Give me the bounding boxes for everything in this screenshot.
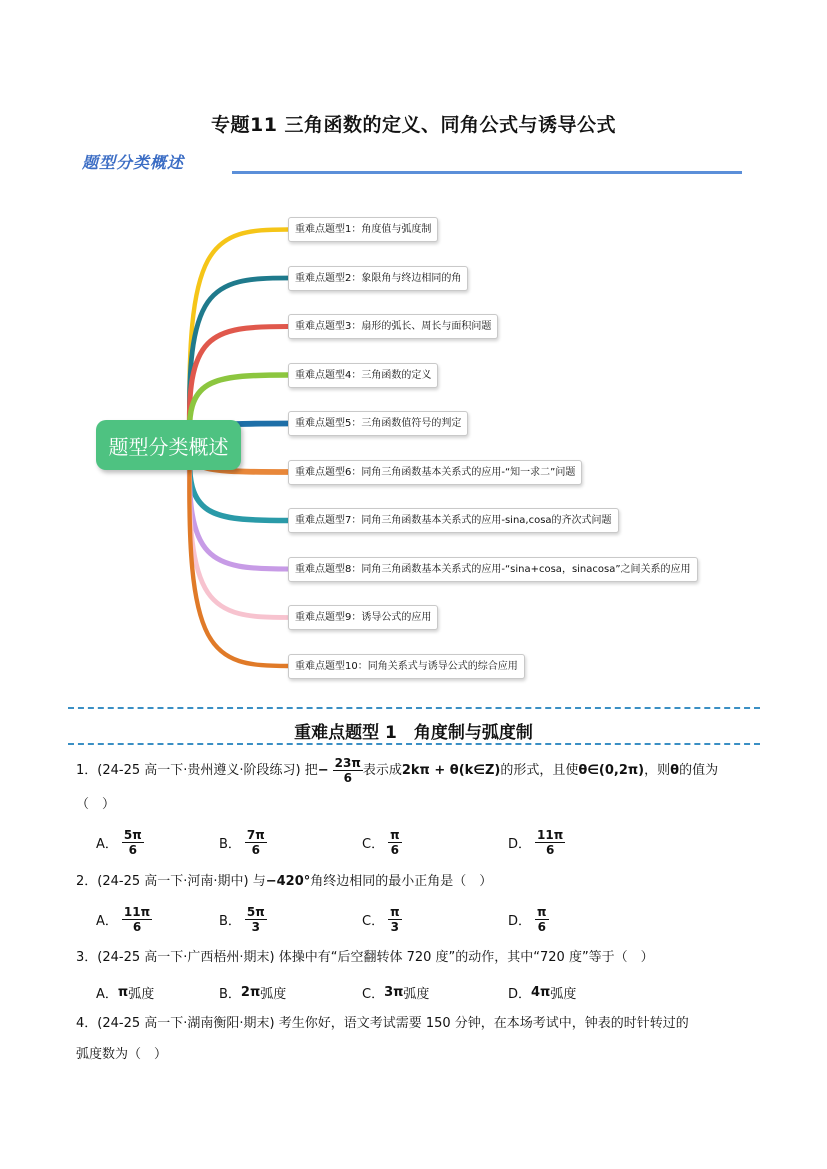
option-letter: C． [362,914,385,929]
mindmap-branch-8: 重难点题型8：同角三角函数基本关系式的应用-“sina+cosa，sinacosa”之间关系的应用 [288,557,698,582]
option-fraction [388,828,402,857]
option-letter: C． [362,987,385,1002]
question-1-expression: 2kπ + θ(k∈Z) [401,762,501,778]
fraction-numerator: 5π [246,905,265,919]
fraction-denominator: 6 [128,843,137,857]
question-1-option-b[interactable] [219,828,267,857]
question-2-prefix: 2．(24-25 高一下·河南·期中) 与 [76,874,266,889]
mindmap-branch-4: 重难点题型4：三角函数的定义 [288,363,438,388]
question-1-theta: θ [670,762,680,778]
option-letter: A． [96,987,118,1002]
option-fraction [122,905,152,934]
question-3-option-d[interactable] [508,983,576,1002]
option-unit: 弧度 [260,987,287,1002]
mindmap-branch-7: 重难点题型7：同角三角函数基本关系式的应用-sina,cosa的齐次式问题 [288,508,619,533]
option-letter: B． [219,837,241,852]
question-3-option-b[interactable] [219,983,286,1002]
question-3-option-c[interactable] [362,983,429,1002]
mindmap-branch-2: 重难点题型2：象限角与终边相同的角 [288,266,468,291]
question-1-text-mid: 表示成 [362,762,402,778]
question-1-option-a[interactable] [96,828,144,857]
question-1-paren: （ ） [76,797,116,812]
question-2-option-d[interactable] [508,905,549,934]
fraction-numerator: 11π [123,905,151,919]
fraction-numerator: π [537,905,547,919]
fraction-denominator: 3 [251,920,261,934]
option-letter: D． [508,987,532,1002]
option-value: 3π [384,985,404,1000]
option-unit: 弧度 [403,987,430,1002]
option-letter: D． [508,914,532,929]
question-4-line-1: 4．(24-25 高一下·湖南衡阳·期末) 考生你好，语文考试需要 150 分钟，在本场考试中，钟表的时针转过的 [76,1016,689,1031]
option-fraction [245,905,267,934]
question-1-suffix: 的值为 [679,762,719,778]
question-2-option-a[interactable] [96,905,152,934]
question-3-option-a[interactable] [96,983,154,1002]
question-2 [76,869,492,895]
question-1-condition: θ∈(0,2π) [578,762,645,778]
question-1-text-mid2: 的形式，且使 [500,762,579,778]
question-1-option-d[interactable] [508,828,565,857]
option-fraction [388,905,402,934]
section-title: 重难点题型 1 角度制与弧度制 [294,723,533,743]
question-1-neg-sign: − [317,762,329,778]
fraction-denominator: 6 [132,920,142,934]
question-1-prefix: 1．(24-25 高一下·贵州遵义·阶段练习) 把 [76,762,318,778]
option-letter: C． [362,837,385,852]
question-4-line-2: 弧度数为（ ） [76,1047,168,1062]
fraction-numerator: π [390,828,400,842]
option-unit: 弧度 [550,987,577,1002]
page-title: 专题11 三角函数的定义、同角公式与诱导公式 [210,114,617,136]
mindmap-branch-6: 重难点题型6：同角三角函数基本关系式的应用-“知一求二”问题 [288,460,582,485]
fraction-denominator: 6 [545,843,555,857]
question-1-option-c[interactable] [362,828,402,857]
mindmap-connector-10 [189,445,288,666]
mindmap-center-node: 题型分类概述 [96,420,241,470]
option-value: 2π [240,985,261,1000]
fraction-numerator: 23π [334,756,361,770]
fraction-numerator: 5π [123,828,142,842]
mindmap-branch-10: 重难点题型10：同角关系式与诱导公式的综合应用 [288,654,525,679]
mindmap-connector-1 [189,230,288,446]
option-letter: B． [219,987,241,1002]
option-fraction [122,828,144,857]
mindmap-branch-3: 重难点题型3：扇形的弧长、周长与面积问题 [288,314,498,339]
fraction-numerator: 11π [537,828,564,842]
fraction-denominator: 3 [390,920,399,934]
question-2-suffix: 角终边相同的最小正角是（ ） [310,874,493,889]
question-1-text-mid3: ，则 [644,762,671,778]
option-value: 4π [531,985,551,1000]
overview-label: 题型分类概述 [82,153,185,172]
question-2-angle: −420° [265,874,311,889]
question-1 [76,756,766,785]
fraction-numerator: π [390,905,400,919]
fraction-numerator: 7π [246,828,265,842]
option-unit: 弧度 [128,987,155,1002]
option-letter: B． [219,914,241,929]
option-letter: A． [96,914,118,929]
option-fraction [245,828,267,857]
question-1-fraction [333,756,363,785]
question-3: 3．(24-25 高一下·广西梧州·期末) 体操中有“后空翻转体 720 度”的动作，其中“720 度”等于（ ） [76,950,654,965]
question-2-option-c[interactable] [362,905,402,934]
question-2-option-b[interactable] [219,905,267,934]
mindmap-branch-1: 重难点题型1：角度值与弧度制 [288,217,438,242]
option-value: π [117,985,129,1000]
fraction-denominator: 6 [251,843,261,857]
section-divider-bottom [68,743,760,745]
fraction-denominator: 6 [343,771,352,785]
fraction-denominator: 6 [537,920,546,934]
fraction-denominator: 6 [390,843,399,857]
option-letter: A． [96,837,118,852]
option-fraction [535,905,549,934]
mindmap-branch-5: 重难点题型5：三角函数值符号的判定 [288,411,468,436]
section-divider-top [68,707,760,709]
mindmap-branch-9: 重难点题型9：诱导公式的应用 [288,605,438,630]
option-letter: D． [508,837,532,852]
option-fraction [535,828,565,857]
